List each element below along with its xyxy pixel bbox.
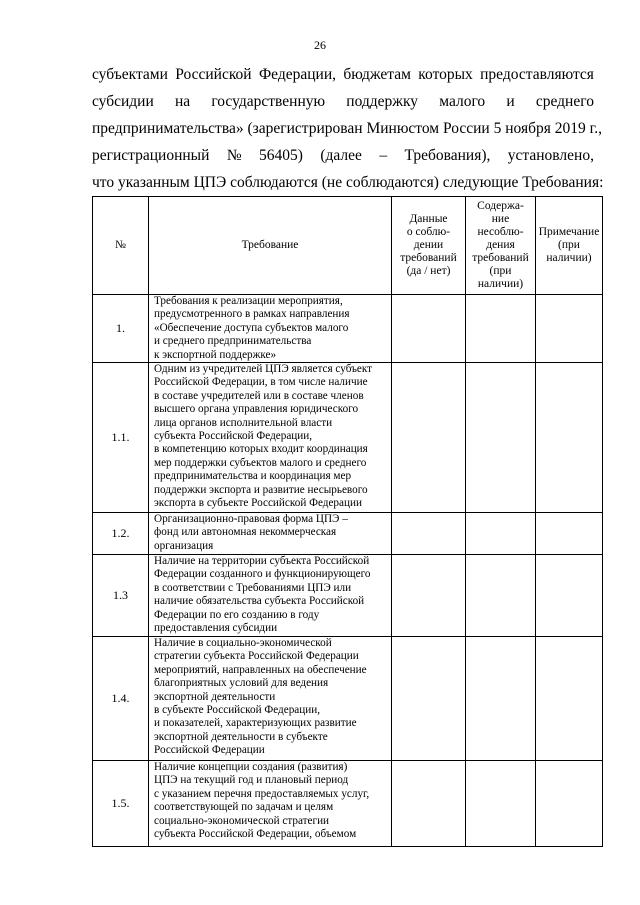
word: среднего <box>535 93 594 110</box>
noncompliance-cell <box>466 761 536 847</box>
text-line: экспортной деятельности в субъекте <box>154 730 328 743</box>
word: – <box>379 147 388 164</box>
row-number: 1.2. <box>93 513 149 555</box>
page-number: 26 <box>314 38 326 52</box>
intro-paragraph <box>92 61 604 196</box>
word: и <box>506 93 515 110</box>
header-line: (при <box>489 265 512 277</box>
text-line: Наличие концепции создания (развития) <box>154 761 348 774</box>
header-line: Примечание <box>538 226 600 238</box>
text-line: предоставления субсидии <box>154 622 278 635</box>
text-line: Российской Федерации, в том числе наличие <box>154 376 368 389</box>
word: № <box>226 147 242 164</box>
word: Требования), <box>404 147 491 164</box>
table-row <box>93 761 603 847</box>
row-number: 1.5. <box>93 761 149 847</box>
header-line: наличии) <box>477 278 524 290</box>
header-number: № <box>93 197 149 295</box>
text-line: благоприятных условий для ведения <box>154 677 329 690</box>
word: государственную <box>211 93 326 110</box>
text-line: Федерации созданного и функционирующего <box>154 568 371 581</box>
header-requirement: Требование <box>149 197 392 295</box>
note-cell <box>536 761 603 847</box>
compliance-cell <box>392 637 466 761</box>
text-line: Российской Федерации <box>154 744 265 757</box>
text-line: субъекта Российской Федерации, объемом <box>154 828 357 841</box>
text-line: мероприятий, направленных на обеспечение <box>154 663 367 676</box>
header-compliance <box>392 197 466 295</box>
row-number: 1.1. <box>93 363 149 513</box>
word: Федерации, <box>258 66 337 83</box>
compliance-cell <box>392 513 466 555</box>
text-line: предпринимательства и координация мер <box>154 470 352 483</box>
table-row <box>93 513 603 555</box>
header-note <box>536 197 603 295</box>
requirement-text <box>149 637 392 761</box>
header-line: Данные <box>409 213 448 225</box>
intro-line-2 <box>92 88 594 115</box>
text-line: к экспортной поддержке» <box>154 348 277 361</box>
header-line: дении <box>413 239 444 251</box>
text-line: «Обеспечение доступа субъектов малого <box>154 321 349 334</box>
text-line: Организационно-правовая форма ЦПЭ – <box>154 513 348 526</box>
text-line: Наличие на территории субъекта Российской <box>154 555 370 568</box>
text-line: и среднего предпринимательства <box>154 335 312 348</box>
word: малого <box>439 93 486 110</box>
table-row <box>93 295 603 363</box>
text-line: наличие обязательства субъекта Российской <box>154 595 365 608</box>
intro-line-4 <box>92 142 594 169</box>
text-line: мер поддержки субъектов малого и среднего <box>154 456 367 469</box>
word: которых <box>418 66 473 83</box>
word: Российской <box>175 66 252 83</box>
text-line: соответствующей по задачам и целям <box>154 801 334 814</box>
header-line: требований <box>472 252 529 264</box>
text-line: Федерации по его созданию в году <box>154 608 320 621</box>
word: бюджетам <box>343 66 411 83</box>
word: поддержку <box>346 93 419 110</box>
header-line: Содержа- <box>477 200 524 212</box>
noncompliance-cell <box>466 295 536 363</box>
note-cell <box>536 555 603 637</box>
header-line: ние <box>491 213 510 225</box>
noncompliance-cell <box>466 637 536 761</box>
table-row <box>93 637 603 761</box>
table-row <box>93 363 603 513</box>
compliance-cell <box>392 295 466 363</box>
header-noncompliance <box>466 197 536 295</box>
header-line: о соблю- <box>406 226 451 238</box>
text-line: в составе учредителей или в составе членов <box>154 389 364 402</box>
header-row <box>93 197 603 295</box>
text-line: социально-экономической стратегии <box>154 814 330 827</box>
note-cell <box>536 637 603 761</box>
requirement-text <box>149 295 392 363</box>
text-line: в соответствии с Требованиями ЦПЭ или <box>154 581 352 594</box>
intro-line-5: что указанным ЦПЭ соблюдаются (не соблюдаются) следующие Требования: <box>92 174 604 191</box>
word: субъектами <box>92 66 168 83</box>
row-number: 1.3 <box>93 555 149 637</box>
text-line: лица органов исполнительной власти <box>154 416 333 429</box>
noncompliance-cell <box>466 513 536 555</box>
word: установлено, <box>507 147 594 164</box>
text-line: предусмотренного в рамках направления <box>154 308 350 321</box>
text-line: ЦПЭ на текущий год и плановый период <box>154 774 349 787</box>
row-number: 1.4. <box>93 637 149 761</box>
text-line: организация <box>154 539 214 552</box>
row-number: 1. <box>93 295 149 363</box>
requirement-text <box>149 513 392 555</box>
header-line: дения <box>486 239 515 251</box>
intro-line-3: предпринимательства» (зарегистрирован Минюстом России 5 ноября 2019 г., <box>92 120 602 137</box>
requirement-text <box>149 363 392 513</box>
compliance-cell <box>392 363 466 513</box>
text-line: поддержки экспорта и развитие несырьевого <box>154 483 368 496</box>
requirements-table <box>92 196 603 847</box>
header-line: несоблю- <box>477 226 524 238</box>
text-line: субъекта Российской Федерации, <box>154 430 313 443</box>
text-line: и показателей, характеризующих развитие <box>154 717 357 730</box>
noncompliance-cell <box>466 555 536 637</box>
text-line: фонд или автономная некоммерческая <box>154 526 337 539</box>
text-line: с указанием перечня предоставляемых услуг, <box>154 787 370 800</box>
word: субсидии <box>92 93 154 110</box>
note-cell <box>536 363 603 513</box>
requirement-text <box>149 555 392 637</box>
text-line: Требования к реализации мероприятия, <box>154 295 343 307</box>
table-row <box>93 555 603 637</box>
text-line: Одним из учредителей ЦПЭ является субъект <box>154 363 373 376</box>
text-line: экспорта в субъекте Российской Федерации <box>154 497 362 510</box>
word: 56405) <box>259 147 303 164</box>
header-line: (да / нет) <box>406 265 451 277</box>
text-line: в субъекте Российской Федерации, <box>154 704 321 717</box>
header-line: наличии) <box>546 252 592 264</box>
text-line: высшего органа управления юридического <box>154 403 359 416</box>
text-line: экспортной деятельности <box>154 690 276 703</box>
compliance-cell <box>392 555 466 637</box>
word: предоставляются <box>480 66 594 83</box>
intro-line-1 <box>92 61 594 88</box>
text-line: Наличие в социально-экономической <box>154 637 332 650</box>
requirement-text <box>149 761 392 847</box>
word: (далее <box>320 147 362 164</box>
text-line: стратегии субъекта Российской Федерации <box>154 650 359 663</box>
note-cell <box>536 295 603 363</box>
header-line: (при <box>558 239 580 251</box>
header-line: требований <box>400 252 457 264</box>
note-cell <box>536 513 603 555</box>
text-line: в компетенцию которых входит координация <box>154 443 368 456</box>
word: на <box>174 93 191 110</box>
compliance-cell <box>392 761 466 847</box>
noncompliance-cell <box>466 363 536 513</box>
word: регистрационный <box>92 147 210 164</box>
